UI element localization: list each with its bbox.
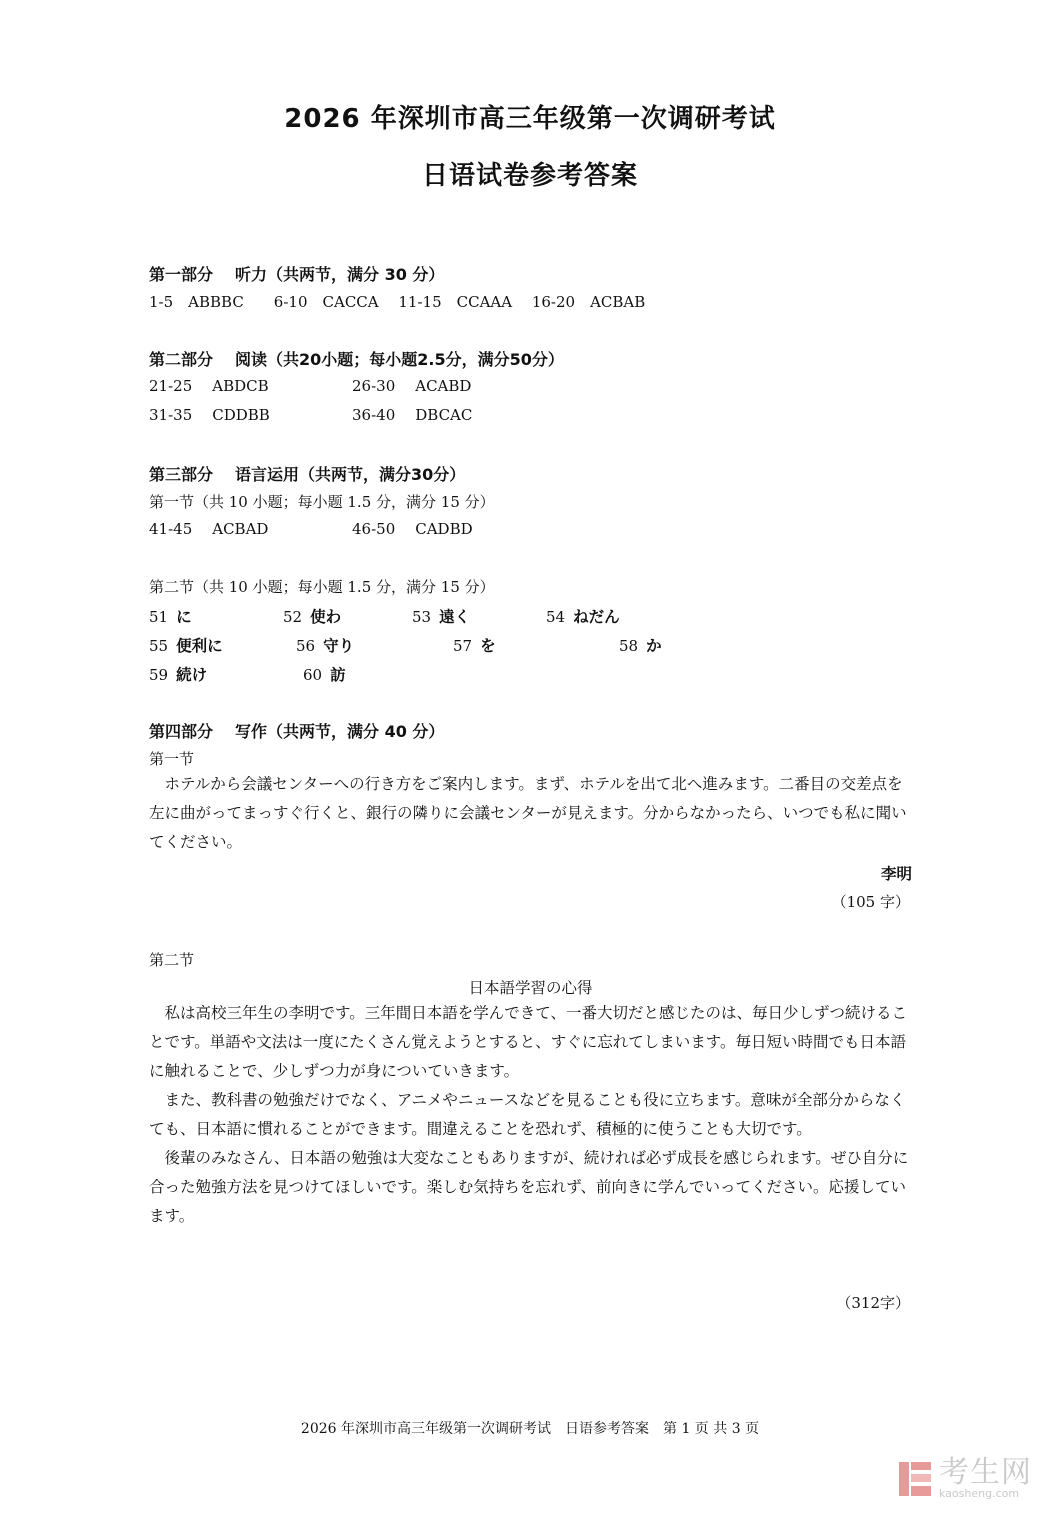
word-count: （312字） [836,1294,910,1312]
essay-body [0,999,909,1231]
fill-answer: 58 か [619,637,662,655]
logo-icon [897,1460,933,1498]
fill-answer: 56 守り [296,637,355,655]
part4-section1-heading: 第一节 [149,750,195,768]
part3-heading [149,462,465,485]
part2-desc: 阅读（共20小题；每小题2.5分，满分50分） [235,350,564,369]
answer-group: 26-30 ACABD [352,377,472,395]
part2-heading [149,347,564,370]
fill-answer: 53 遠く [412,608,471,626]
part4-name: 第四部分 [149,722,214,741]
watermark-url: kaosheng.com [939,1487,1020,1500]
essay-title: 日本語学習の心得 [468,979,593,997]
fill-answer: 55 便利に [149,637,223,655]
part1-name: 第一部分 [149,265,214,284]
fill-answer: 51 に [149,608,192,626]
part3-section2-heading: 第二节（共 10 小题；每小题 1.5 分，满分 15 分） [149,578,495,596]
fill-answer: 57 を [453,637,496,655]
essay-paragraph: 後輩のみなさん、日本語の勉強は大変なこともありますが、続ければ必ず成長を感じられます。ぜひ自分に合った勉強方法を見つけてほしいです。楽しむ気持ちを忘れず、前向きに学んでいってください。応援しています。 [149,1149,909,1225]
section1-essay: ホテルから会議センターへの行き方をご案内します。まず、ホテルを出て北へ進みます。二番目の交差点を左に曲がってまっすぐ行くと、銀行の隣りに会議センターが見えます。分からなかったら、いつでも私に聞いてください。 [149,775,907,851]
part4-heading [149,719,444,742]
answer-group: 31-35 CDDBB [149,406,270,424]
page-footer: 2026 年深圳市高三年级第一次调研考试 日语参考答案 第 1 页 共 3 页 [300,1421,760,1437]
watermark-text: 考生网 [939,1455,1032,1490]
part1-answers: 1-5 ABBBC 6-10 CACCA 11-15 CCAAA 16-20 ACBAB [149,293,646,311]
part1-heading [149,262,444,285]
fill-answer: 52 使わ [283,608,342,626]
watermark [897,1455,1032,1500]
word-count: （105 字） [831,893,910,911]
essay-paragraph: 私は高校三年生の李明です。三年間日本語を学んできて、一番大切だと感じたのは、毎日少しずつ続けることです。単語や文法は一度にたくさん覚えようとすると、すぐに忘れてしまいます。毎日短い時間でも日本語に触れることで、少しずつ力が身についていきます。 [149,1004,907,1080]
answer-group: 46-50 CADBD [352,520,473,538]
signature: 李明 [880,865,912,883]
fill-answer: 60 訪 [303,666,346,684]
part4-desc: 写作（共两节，满分 40 分） [235,722,445,741]
answer-group: 41-45 ACBAD [149,520,269,538]
answer-group: 21-25 ABDCB [149,377,269,395]
page-subtitle: 日语试卷参考答案 [421,161,638,191]
page-title: 2026 年深圳市高三年级第一次调研考试 [284,104,776,134]
part2-name: 第二部分 [149,350,214,369]
part4-section2-heading: 第二节 [149,951,195,969]
part1-desc: 听力（共两节，满分 30 分） [235,265,445,284]
fill-answer: 59 続け [149,666,208,684]
essay-paragraph: また、教科書の勉強だけでなく、アニメやニュースなどを見ることも役に立ちます。意味が全部分からなくても、日本語に慣れることができます。間違えることを恐れず、積極的に使うことも大切です。 [149,1091,906,1138]
part3-desc: 语言运用（共两节，满分30分） [235,465,466,484]
answer-group: 36-40 DBCAC [352,406,473,424]
part3-name: 第三部分 [149,465,214,484]
part3-section1-heading: 第一节（共 10 小题；每小题 1.5 分，满分 15 分） [149,493,495,511]
fill-answer: 54 ねだん [546,608,620,626]
